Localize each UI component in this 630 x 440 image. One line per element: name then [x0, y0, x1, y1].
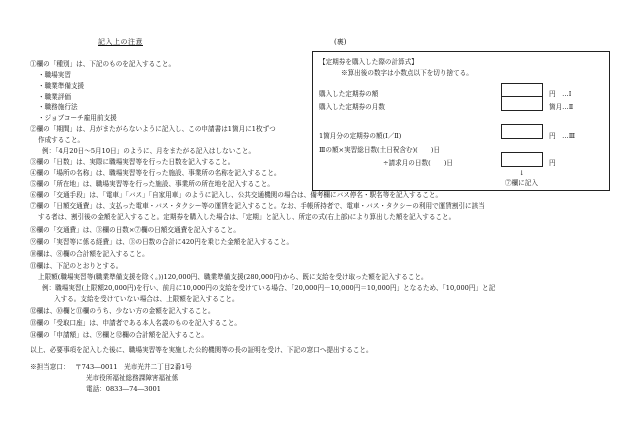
- instruction-14: ⑭欄の「申請額」は、⑨欄と⑫欄の合計額を記入すること。: [30, 331, 209, 339]
- monthly-amount-unit: 円 …Ⅲ: [549, 132, 576, 140]
- pass-months-unit: 箇月…Ⅱ: [549, 103, 574, 111]
- page-title: 記入上の注意: [98, 38, 143, 46]
- instruction-2-cont: 作成すること。: [38, 136, 85, 144]
- instruction-8: ⑧欄の「交通費」は、③欄の日数×⑦欄の日額交通費を記入すること。: [30, 226, 240, 234]
- total-days-formula: Ⅲの額×実習総日数(土日祝含む)( )日: [319, 146, 441, 154]
- instruction-1-item: ・職業準備支援: [38, 82, 85, 90]
- contact-phone: 電話：0833―74―3001: [86, 385, 161, 393]
- instruction-12: ⑫欄は、⑩欄と⑪欄のうち、少ない方の金額を記入すること。: [30, 307, 215, 315]
- formula-title: 【定期券を購入した際の計算式】: [319, 58, 418, 66]
- billing-days-formula: ÷請求月の日数( )日: [383, 159, 454, 167]
- instruction-1: ①欄の「種別」は、下記のものを記入すること。: [30, 60, 176, 68]
- contact-office: 光市役所福祉総務課障害福祉係: [86, 374, 179, 382]
- instruction-4: ④欄の「場所の名称」は、職場実習等を行った施設、事業所の名称を記入すること。: [30, 169, 281, 177]
- pass-amount-label: 購入した定期券の額: [319, 90, 379, 98]
- contact-label: ※担当窓口：: [30, 363, 70, 371]
- instruction-2-example: 例：「4月20日～5月10日」のように、月をまたがる記入はしないこと。: [42, 147, 256, 155]
- closing-instruction: 以上、必要事項を記入した後に、職場実習等を実施した公的機関等の長の証明を受け、下記の窓口へ提出すること。: [30, 346, 373, 354]
- reverse-side-label: (裏): [334, 38, 347, 46]
- pass-amount-unit: 円 …Ⅰ: [549, 90, 572, 98]
- instruction-1-item: ・ジョブコーチ雇用前支援: [38, 114, 117, 122]
- contact-address: 〒743―0011 光市光井二丁目2番1号: [75, 363, 192, 371]
- instruction-11: ⑪欄は、下記のとおりとする。: [30, 262, 123, 270]
- instruction-3: ③欄の「日数」は、実際に職場実習等を行った日数を記入すること。: [30, 158, 235, 166]
- instruction-13: ⑬欄の「受取口座」は、申請者である本人名義のものを記入すること。: [30, 319, 241, 327]
- instruction-9: ⑨欄の「実習等に係る経費」は、③の日数の合計に420円を乗じた金額を記入すること。: [30, 238, 294, 246]
- instruction-1-item: ・職業評価: [38, 93, 71, 101]
- pass-months-label: 購入した定期券の月数: [319, 103, 385, 111]
- down-arrow: ↓: [519, 169, 525, 177]
- instruction-5: ⑤欄の「所在地」は、職場実習等を行った施設、事業所の所在地を記入すること。: [30, 180, 274, 188]
- monthly-amount-input[interactable]: [501, 124, 543, 139]
- commuter-pass-formula-box: [312, 51, 610, 191]
- instruction-7: ⑦欄の「日額交通費」は、支払った電車・バス・タクシー等の運賃を記入すること。なお、手帳所持者で、電車・バス・タクシーの利用で運賃割引に該当: [30, 202, 485, 210]
- daily-fare-input[interactable]: [501, 152, 543, 167]
- monthly-amount-label: 1箇月分の定期券の額(Ⅰ／Ⅱ): [319, 132, 402, 140]
- instruction-11-example-cont: 入する。支給を受けていない場合は、上限額を記入すること。: [54, 295, 239, 303]
- instruction-11-example: 例：職場実習(上限額20,000円)を行い、前月に10,000円の支給を受けている場合、「20,000円－10,000円＝10,000円」となるため、「10,000円」と記: [42, 284, 496, 292]
- instruction-2: ②欄の「期間」は、月がまたがらないように記入し、この申請書は1箇月に1枚ずつ: [30, 125, 276, 133]
- pass-months-input[interactable]: [501, 96, 543, 111]
- instruction-11-limit: 上限額(職場実習等(職業準備支援を除く。))120,000円、職業準備支援(280,000円)から、既に支給を受け取った額を記入すること。: [38, 273, 428, 281]
- formula-footer: ⑦欄に記入: [505, 179, 538, 187]
- instruction-1-item: ・職場実習: [38, 71, 71, 79]
- formula-note: ※算出後の数字は小数点以下を切り捨てる。: [341, 69, 473, 77]
- instruction-10: ⑩欄は、⑧欄の合計額を記入すること。: [30, 250, 149, 258]
- instruction-1-item: ・職務施行法: [38, 103, 78, 111]
- instruction-7-cont: する者は、割引後の金額を記入すること。定期券を購入した場合は、「定期」と記入し、所定の式(右上部)により算出した額を記入すること。: [38, 213, 456, 221]
- instruction-6: ⑥欄の「交通手段」は、「電車」「バス」「自家用車」のように記入し、公共交通機関の場合は、備考欄にバス停名・駅名等を記入すること。: [30, 191, 443, 199]
- daily-fare-unit: 円: [549, 159, 556, 167]
